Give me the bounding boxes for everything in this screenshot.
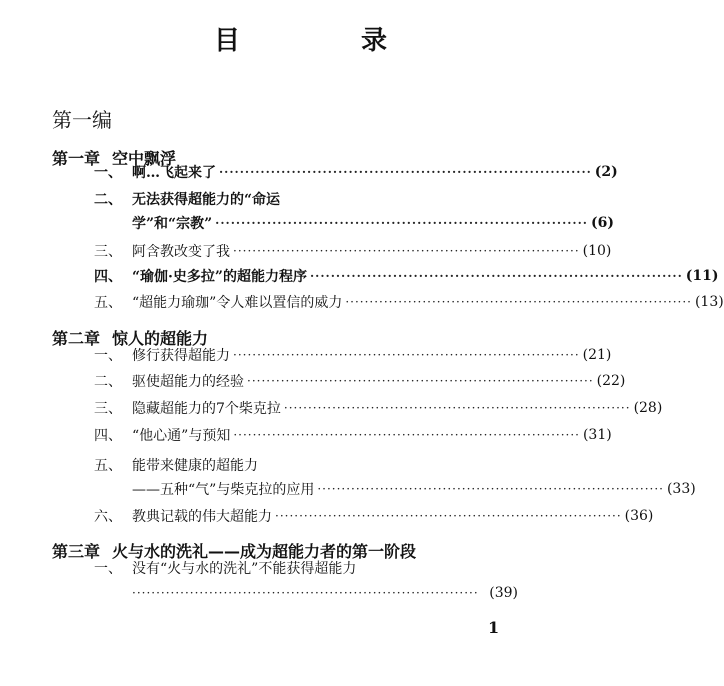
- entry-number: 五、: [94, 295, 122, 311]
- entry-page: (33): [666, 481, 696, 497]
- entry-page: (22): [596, 373, 626, 389]
- chapter-title: 空中飘浮: [112, 149, 177, 168]
- toc-entry[interactable]: [94, 161, 618, 183]
- toc-entry[interactable]: [94, 265, 719, 287]
- entry-page: (36): [624, 508, 654, 524]
- entry-label: ——五种“气”与柴克拉的应用: [132, 482, 315, 498]
- chapter-label: 第一章: [52, 149, 101, 168]
- entry-number: 四、: [94, 428, 122, 444]
- leader-dots: ········································································: [309, 269, 683, 283]
- entry-label: “超能力瑜珈”令人难以置信的威力: [132, 295, 343, 311]
- leader-dots: ········································································: [233, 348, 580, 362]
- toc-entry[interactable]: [94, 557, 518, 579]
- chapter-label: 第二章: [52, 329, 101, 348]
- leader-dots: ········································································: [345, 295, 692, 309]
- entry-number: 二、: [94, 192, 122, 208]
- toc-entry[interactable]: [132, 582, 518, 604]
- page-number: 1: [488, 618, 500, 637]
- page-title: 目 录: [213, 26, 444, 56]
- chapter-title: 惊人的超能力: [112, 329, 209, 348]
- part-title: 第一编: [52, 108, 112, 132]
- toc-entry[interactable]: [94, 370, 626, 392]
- entry-page: (21): [582, 347, 612, 363]
- toc-entry[interactable]: [94, 424, 612, 446]
- entry-page: (13): [694, 294, 724, 310]
- toc-entry[interactable]: [94, 344, 612, 366]
- leader-dots: ········································································: [275, 509, 622, 523]
- entry-page: (10): [582, 243, 612, 259]
- entry-label: 隐藏超能力的7个柴克拉: [132, 401, 281, 417]
- leader-dots: ········································································: [215, 216, 588, 230]
- entry-label: 学”和“宗教”: [132, 216, 213, 232]
- entry-label: 没有“火与水的洗礼”不能获得超能力: [132, 561, 357, 577]
- leader-dots: ········································································: [317, 482, 664, 496]
- entry-label: 驱使超能力的经验: [132, 374, 244, 390]
- entry-page: (31): [582, 427, 612, 443]
- entry-number: 五、: [94, 458, 122, 474]
- toc-entry[interactable]: [94, 188, 518, 210]
- entry-page: (2): [594, 164, 618, 180]
- toc-entry[interactable]: [94, 240, 612, 262]
- entry-page: (28): [633, 400, 663, 416]
- entry-number: 六、: [94, 509, 122, 525]
- toc-entry[interactable]: [94, 505, 654, 527]
- entry-number: 二、: [94, 374, 122, 390]
- entry-number: 一、: [94, 165, 122, 181]
- entry-label: “他心通”与预知: [132, 428, 231, 444]
- entry-label: 修行获得超能力: [132, 348, 230, 364]
- entry-number: 三、: [94, 401, 122, 417]
- toc-entry[interactable]: [94, 291, 724, 313]
- entry-label: “瑜伽·史多拉”的超能力程序: [132, 269, 307, 285]
- entry-page: (39): [489, 585, 518, 601]
- entry-label: 啊…飞起来了: [132, 165, 216, 181]
- chapter-label: 第三章: [52, 542, 101, 561]
- entry-number: 三、: [94, 244, 122, 260]
- entry-label: 阿含教改变了我: [132, 244, 230, 260]
- toc-entry[interactable]: [132, 478, 696, 500]
- chapter-title: 火与水的洗礼——成为超能力者的第一阶段: [112, 542, 417, 561]
- entry-page: (6): [590, 215, 614, 231]
- entry-label: 无法获得超能力的“命运: [132, 192, 281, 208]
- leader-dots: ········································································: [219, 165, 592, 179]
- toc-entry[interactable]: [132, 212, 614, 234]
- toc-entry[interactable]: [94, 397, 663, 419]
- entry-label: 教典记载的伟大超能力: [132, 509, 272, 525]
- leader-dots: ········································································: [283, 401, 631, 415]
- leader-dots: ········································································: [132, 586, 479, 600]
- entry-number: 一、: [94, 561, 122, 577]
- toc-entry[interactable]: [94, 454, 518, 476]
- entry-label: 能带来健康的超能力: [132, 458, 258, 474]
- entry-page: (11): [685, 268, 719, 284]
- entry-number: 四、: [94, 269, 122, 285]
- leader-dots: ········································································: [233, 244, 580, 258]
- leader-dots: ········································································: [247, 374, 594, 388]
- entry-number: 一、: [94, 348, 122, 364]
- leader-dots: ········································································: [233, 428, 580, 442]
